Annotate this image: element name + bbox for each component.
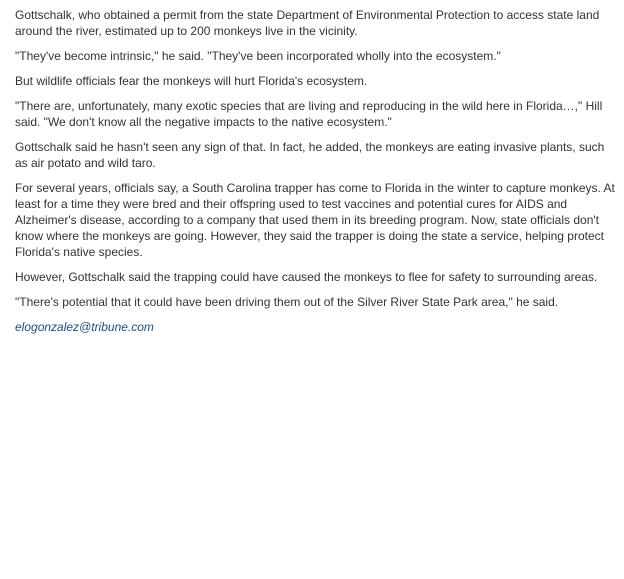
article-paragraph-8: "There's potential that it could have been driving them out of the Silver River State Park area," he said. <box>15 295 559 309</box>
article-paragraph-7: However, Gottschalk said the trapping could have caused the monkeys to flee for safety to surrounding areas. <box>15 270 598 284</box>
article-paragraph-3: But wildlife officials fear the monkeys will hurt Florida's ecosystem. <box>15 74 368 88</box>
article-paragraph-1: Gottschalk, who obtained a permit from the state Department of Environmental Protection to access state land around the river, estimated up to 200 monkeys live in the vicinity. <box>15 8 600 38</box>
article-body <box>15 7 615 344</box>
article-paragraph-4: "There are, unfortunately, many exotic species that are living and reproducing in the wild here in Florida…," Hill said. "We don't know all the negative impacts to the native ecosystem." <box>15 99 603 129</box>
article-paragraph-5: Gottschalk said he hasn't seen any sign of that. In fact, he added, the monkeys are eating invasive plants, such as air potato and wild taro. <box>15 140 605 170</box>
article-paragraph-2: "They've become intrinsic," he said. "They've been incorporated wholly into the ecosystem." <box>15 49 501 63</box>
byline-paragraph <box>15 319 615 335</box>
article-paragraph-6: For several years, officials say, a South Carolina trapper has come to Florida in the winter to capture monkeys. At least for a time they were bred and their offspring used to test vaccines and potential cures for AIDS and Alzheimer's disease, according to a company that used them in its breeding program. Now, state officials don't know where the monkeys are going. However, they said the trapper is doing the state a service, helping protect Florida's native species. <box>15 181 615 259</box>
author-email-link[interactable]: elogonzalez@tribune.com <box>15 320 154 334</box>
